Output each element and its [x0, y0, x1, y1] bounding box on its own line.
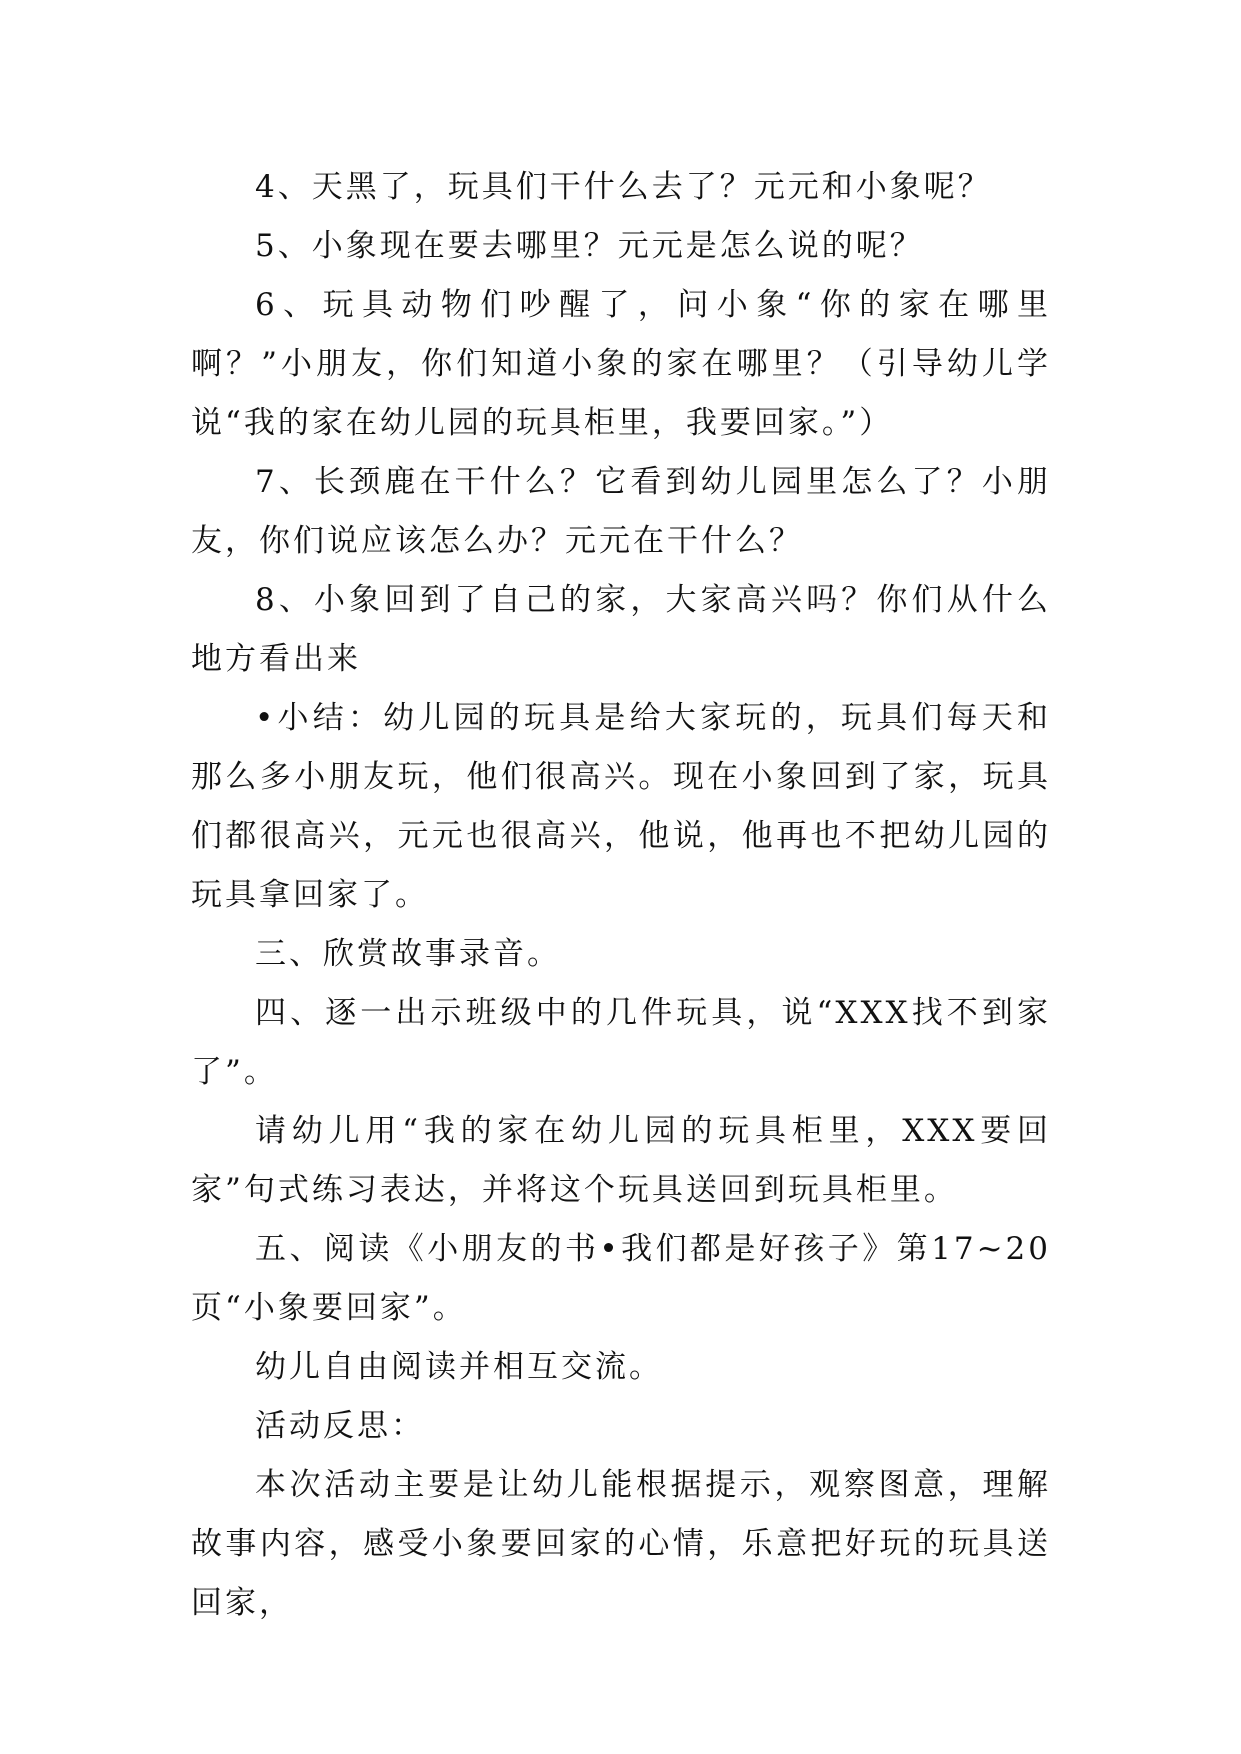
reading-paragraph: 幼儿自由阅读并相互交流。 — [255, 1349, 663, 1385]
reflection-paragraph: 本次活动主要是让幼儿能根据提示，观察图意，理解故事内容，感受小象要回家的心情，乐意把好玩的玩具送回家， — [191, 1467, 1051, 1621]
paragraph-5: 8、小象回到了自己的家，大家高兴吗？你们从什么地方看出来 — [191, 582, 1051, 677]
paragraph-4: 7、长颈鹿在干什么？它看到幼儿园里怎么了？小朋友，你们说应该怎么办？元元在干什么？ — [191, 464, 1051, 559]
practice-paragraph: 请幼儿用“我的家在幼儿园的玩具柜里，XXX要回家”句式练习表达，并将这个玩具送回到玩具柜里。 — [191, 1113, 1051, 1208]
summary-paragraph: •小结：幼儿园的玩具是给大家玩的，玩具们每天和那么多小朋友玩，他们很高兴。现在小象回到了家，玩具们都很高兴，元元也很高兴，他说，他再也不把幼儿园的玩具拿回家了。 — [191, 700, 1051, 913]
document-body — [191, 158, 1051, 1633]
section-four: 四、逐一出示班级中的几件玩具，说“XXX找不到家了”。 — [191, 995, 1051, 1090]
reflection-heading: 活动反思： — [255, 1408, 425, 1444]
section-three: 三、欣赏故事录音。 — [255, 936, 561, 972]
section-five: 五、阅读《小朋友的书•我们都是好孩子》第17~20页“小象要回家”。 — [191, 1231, 1051, 1326]
paragraph-3: 6、玩具动物们吵醒了，问小象“你的家在哪里啊？”小朋友，你们知道小象的家在哪里？（引导幼儿学说“我的家在幼儿园的玩具柜里，我要回家。”） — [191, 287, 1051, 441]
paragraph-1: 4、天黑了，玩具们干什么去了？元元和小象呢？ — [255, 169, 992, 205]
paragraph-2: 5、小象现在要去哪里？元元是怎么说的呢？ — [255, 228, 924, 264]
